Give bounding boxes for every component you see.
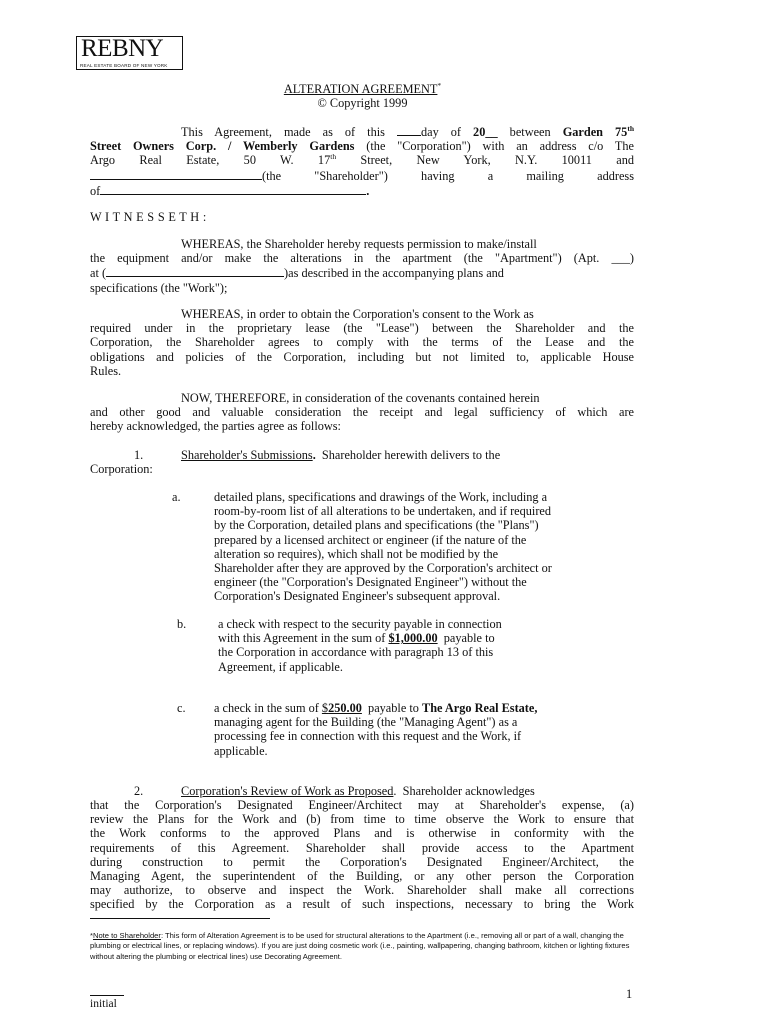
item-a-line: prepared by a licensed architect or engineer (if the nature of the — [214, 532, 527, 547]
section-2-body — [90, 798, 634, 912]
intro-text: day of — [420, 125, 474, 139]
whereas-2-line: obligations and policies of the Corporation, including but not limited to, applicable House — [90, 349, 634, 364]
document-title: ALTERATION AGREEMENT — [283, 82, 438, 96]
intro-line-1 — [90, 124, 634, 139]
now-therefore-line: hereby acknowledged, the parties agree as follows: — [90, 419, 341, 434]
whereas-1-line: specifications (the "Work"); — [90, 280, 228, 295]
currency-sign: $ — [321, 701, 329, 715]
item-b-text-run: payable to — [437, 631, 495, 646]
section-1-dot: . — [312, 448, 316, 462]
intro-text: of — [90, 183, 101, 198]
intro-line-2 — [90, 139, 634, 153]
intro-text: (the "Shareholder") having a mailing address — [262, 168, 634, 183]
ordinal-suffix: th — [627, 123, 634, 133]
whereas-2-line: Rules. — [90, 363, 122, 378]
item-b-line: the Corporation in accordance with paragraph 13 of this — [218, 645, 494, 660]
whereas-2-line: Corporation, the Shareholder agrees to comply with the terms of the Lease and the — [90, 335, 634, 350]
intro-line-5 — [90, 183, 634, 198]
section-2-line: that the Corporation's Designated Engineer/Architect may at Shareholder's expense, (a) — [90, 798, 634, 812]
item-a-line: by the Corporation, detailed plans and specifications (the "Plans") — [214, 518, 539, 533]
section-2-line: requirements of this Agreement. Shareholder shall provide access to the Apartment — [90, 840, 634, 855]
footnote-text: : This form of Alteration Agreement is to be used for structural alterations to the Apartment (i.e., removing all or part of a wall, changing the plumbing or electrical lines, or replacing windows). If you are just doing cosmetic work (i.e., painting, wallpapering, changing bathroom, kitchen or lighting fixtures without altering the plumbing or electrical lines) use Decorating Agreement. — [90, 931, 630, 961]
managing-agent-name: The Argo Real Estate, — [422, 701, 538, 715]
item-c-line: processing fee in connection with this request and the Work, if — [214, 729, 522, 744]
item-b-marker: b. — [177, 617, 187, 631]
intro-line-3 — [90, 153, 634, 167]
page-number: 1 — [626, 987, 633, 1001]
intro-text: . — [366, 183, 370, 198]
logo-tagline: REAL ESTATE BOARD OF NEW YORK — [80, 63, 168, 68]
corporation-name: Garden 75 — [562, 125, 628, 139]
item-a-text — [214, 490, 634, 604]
ordinal-suffix: th — [330, 152, 337, 162]
item-c-line: managing agent for the Building (the "Managing Agent") as a — [214, 715, 518, 730]
mailing-address-field[interactable] — [100, 183, 366, 195]
rebny-logo — [76, 36, 183, 70]
intro-line-4 — [90, 168, 634, 183]
initial-label: initial — [90, 998, 117, 1010]
section-1-text: Shareholder herewith delivers to the — [321, 448, 501, 462]
now-therefore-line: and other good and valuable consideration the receipt and legal sufficiency of which are — [90, 405, 634, 420]
item-a-line: detailed plans, specifications and drawings of the Work, including a — [214, 490, 548, 504]
item-c-text-run: payable to — [361, 701, 422, 715]
day-blank — [397, 124, 421, 136]
footnote — [90, 931, 635, 962]
whereas-paragraph-2 — [90, 307, 634, 378]
initial-line[interactable] — [90, 995, 124, 996]
item-a-line: Corporation's Designated Engineer's subsequent approval. — [214, 589, 501, 604]
intro-paragraph — [90, 124, 634, 198]
item-b-text-run: with this Agreement in the sum of — [218, 631, 389, 646]
section-2-heading-line — [181, 784, 636, 798]
intro-text: (the "Corporation") with an address c/o The — [354, 139, 634, 154]
whereas-paragraph-1 — [90, 237, 634, 295]
section-1-continuation: Corporation: — [90, 462, 153, 476]
section-2-heading: Corporation's Review of Work as Proposed — [181, 784, 394, 798]
section-2-line: the Work conforms to the approved Plans and is otherwise in conformity with the — [90, 826, 634, 841]
footnote-star: * — [90, 931, 93, 940]
copyright-line: © Copyright 1999 — [317, 96, 408, 110]
footnote-divider — [90, 918, 270, 919]
item-b-line — [218, 631, 638, 645]
section-2-number: 2. — [134, 784, 144, 798]
section-2-line: Managing Agent, the superintendent of the Building, or any other person the Corporation — [90, 869, 634, 884]
section-1-number: 1. — [134, 448, 144, 462]
item-c-line — [214, 701, 634, 715]
item-c-line: applicable. — [214, 743, 268, 758]
logo-word: REBNY — [81, 35, 164, 62]
item-a-line: Shareholder after they are approved by the Corporation's architect or — [214, 561, 552, 576]
section-1-heading-line — [181, 448, 500, 462]
year-value: 20__ — [473, 125, 498, 139]
item-a-line: room-by-room list of all alterations to be undertaken, and if required — [214, 504, 552, 519]
whereas-1-line: the equipment and/or make the alterations in the apartment (the "Apartment") (Apt. ___) — [90, 251, 634, 266]
apartment-address-field[interactable] — [106, 265, 284, 277]
document-title-block — [90, 82, 635, 96]
whereas-2-line: required under in the proprietary lease (the "Lease") between the Shareholder and the — [90, 321, 634, 336]
item-b-line: Agreement, if applicable. — [218, 659, 343, 674]
section-1-heading: Shareholder's Submissions — [181, 448, 313, 462]
shareholder-name-field[interactable] — [90, 168, 262, 180]
section-2-line: review the Plans for the Work and (b) from time to time observe the Work to ensure that — [90, 812, 634, 827]
intro-text: This Agreement, made as of this — [181, 125, 397, 139]
section-2-text: . Shareholder acknowledges — [393, 784, 535, 798]
processing-fee-amount: 250.00 — [328, 701, 362, 715]
item-b-line: a check with respect to the security payable in connection — [218, 617, 502, 631]
intro-text: between — [497, 125, 563, 139]
whereas-2-line: WHEREAS, in order to obtain the Corporation's consent to the Work as — [181, 307, 534, 321]
item-c-text — [214, 701, 634, 758]
whereas-1-line: WHEREAS, the Shareholder hereby requests permission to make/install — [181, 237, 537, 251]
item-c-text-run: a check in the sum of — [214, 701, 322, 715]
item-a-line: engineer (the "Corporation's Designated Engineer") without the — [214, 575, 527, 590]
item-a-line: alteration so requires), which shall not be modified by the — [214, 546, 499, 561]
whereas-1-text: at ( — [90, 266, 107, 281]
intro-text: Street, New York, N.Y. 10011 and — [336, 153, 634, 168]
whereas-1-line — [90, 265, 634, 280]
security-amount: $1,000.00 — [388, 631, 438, 646]
intro-text: Argo Real Estate, 50 W. 17 — [90, 153, 331, 168]
corporation-name: Street Owners Corp. / Wemberly Gardens — [90, 139, 355, 154]
item-a-marker: a. — [172, 490, 181, 504]
section-2-line: specified by the Corporation as a result of such inspections, necessary to bring the Work — [90, 897, 634, 912]
witnesseth-heading: W I T N E S S E T H : — [90, 210, 207, 224]
section-2-line: during construction to permit the Corporation's Designated Engineer/Architect, the — [90, 854, 634, 869]
now-therefore-paragraph — [90, 391, 634, 434]
item-c-marker: c. — [177, 701, 186, 715]
title-footnote-marker: * — [437, 80, 442, 90]
section-2-line: may authorize, to observe and inspect the Work. Shareholder shall make all corrections — [90, 883, 634, 898]
footnote-label: Note to Shareholder — [92, 931, 161, 940]
whereas-1-text: )as described in the accompanying plans and — [284, 266, 504, 281]
now-therefore-line: NOW, THEREFORE, in consideration of the covenants contained herein — [181, 391, 540, 405]
item-b-text — [218, 617, 638, 674]
